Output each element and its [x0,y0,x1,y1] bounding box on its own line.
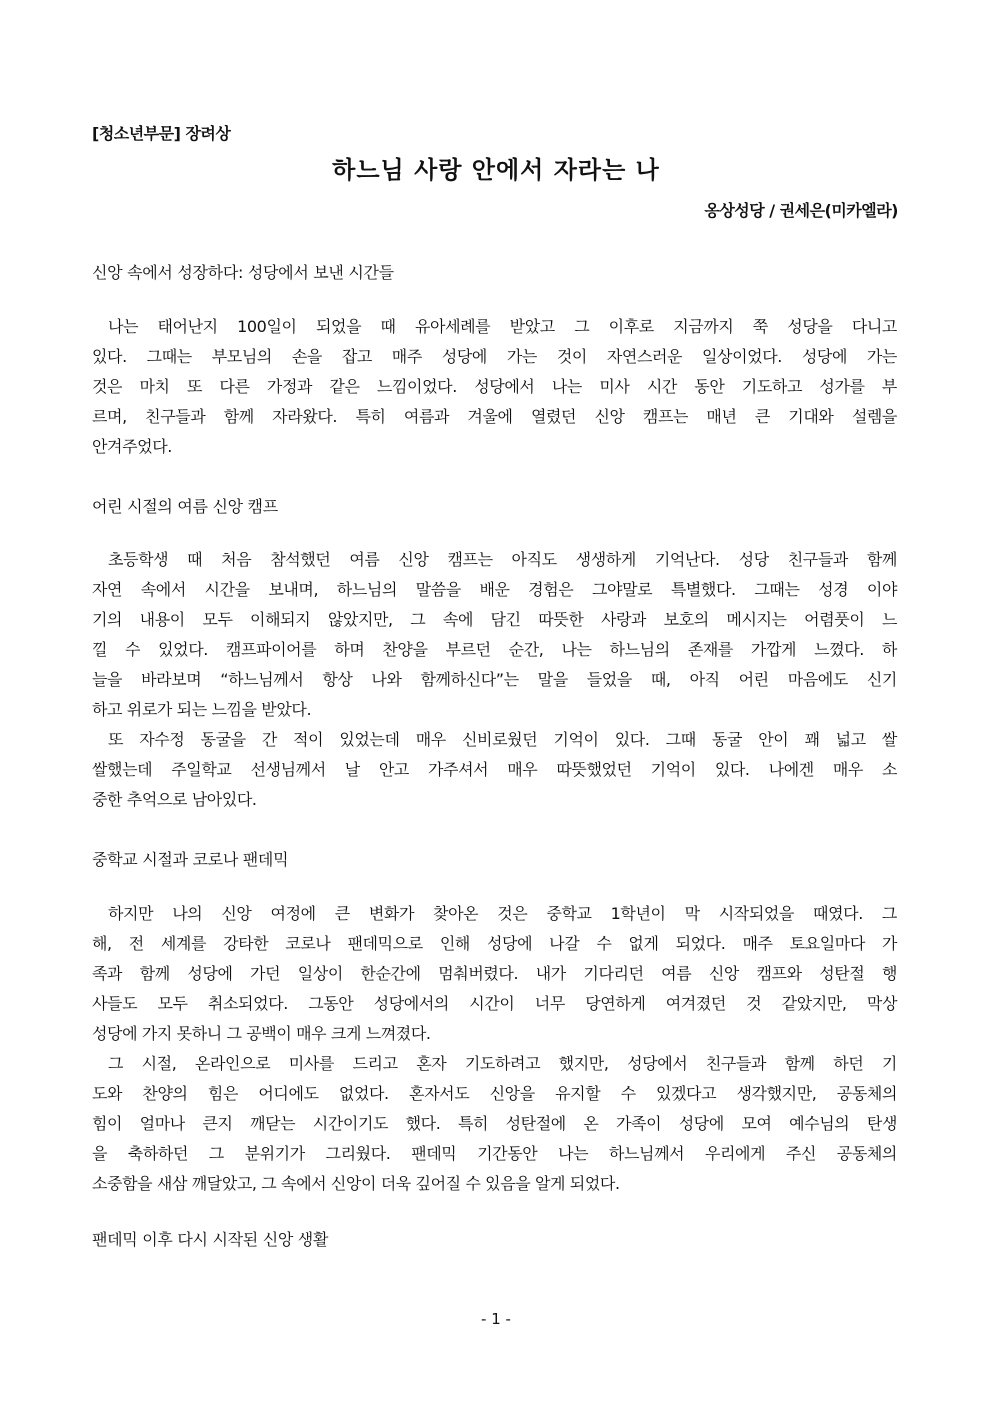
paragraph-line: 중한 추억으로 남아있다. [92,790,257,809]
paragraph-line: 나는 태어난지 100일이 되었을 때 유아세례를 받았고 그 이후로 지금까지 쭉 성당을 다니고 [108,317,897,336]
paragraph-line: 또 자수정 동굴을 간 적이 있었는데 매우 신비로웠던 기억이 있다. 그때 동굴 안이 꽤 넓고 쌀 [108,730,897,749]
paragraph-line: 늘을 바라보며 “하느님께서 항상 나와 함께하신다”는 말을 들었을 때, 아직 어린 마음에도 신기 [92,670,897,689]
paragraph-line: 르며, 친구들과 함께 자라왔다. 특히 여름과 겨울에 열렸던 신앙 캠프는 매년 큰 기대와 설렘을 [92,407,897,426]
author-byline: 옹상성당 / 권세은(미카엘라) [704,201,898,220]
paragraph-line: 초등학생 때 처음 참석했던 여름 신앙 캠프는 아직도 생생하게 기억난다. 성당 친구들과 함께 [108,550,897,569]
paragraph-line: 사들도 모두 취소되었다. 그동안 성당에서의 시간이 너무 당연하게 여겨졌던 것 같았지만, 막상 [92,994,897,1013]
page-number: - 1 - [481,1310,511,1328]
paragraph-line: 그 시절, 온라인으로 미사를 드리고 혼자 기도하려고 했지만, 성당에서 친구들과 함께 하던 기 [108,1054,897,1073]
paragraph-line: 기의 내용이 모두 이해되지 않았지만, 그 속에 담긴 따뜻한 사랑과 보호의 메시지는 어렴풋이 느 [92,610,897,629]
section-heading: 신앙 속에서 성장하다: 성당에서 보낸 시간들 [92,263,394,282]
paragraph-line: 것은 마치 또 다른 가정과 같은 느낌이었다. 성당에서 나는 미사 시간 동안 기도하고 성가를 부 [92,377,897,396]
section-heading: 중학교 시절과 코로나 팬데믹 [92,850,289,869]
paragraph-line: 있다. 그때는 부모님의 손을 잡고 매주 성당에 가는 것이 자연스러운 일상이었다. 성당에 가는 [92,347,897,366]
paragraph-line: 자연 속에서 시간을 보내며, 하느님의 말씀을 배운 경험은 그야말로 특별했다. 그때는 성경 이야 [92,580,897,599]
paragraph-line: 소중함을 새삼 깨달았고, 그 속에서 신앙이 더욱 깊어질 수 있음을 알게 되었다. [92,1174,620,1193]
paragraph-line: 힘이 얼마나 큰지 깨닫는 시간이기도 했다. 특히 성탄절에 온 가족이 성당에 모여 예수님의 탄생 [92,1114,897,1133]
paragraph-line: 낄 수 있었다. 캠프파이어를 하며 찬양을 부르던 순간, 나는 하느님의 존재를 가깝게 느꼈다. 하 [92,640,897,659]
paragraph-line: 쌀했는데 주일학교 선생님께서 날 안고 가주셔서 매우 따뜻했었던 기억이 있다. 나에겐 매우 소 [92,760,897,779]
paragraph-line: 안겨주었다. [92,437,172,456]
paragraph-line: 족과 함께 성당에 가던 일상이 한순간에 멈춰버렸다. 내가 기다리던 여름 신앙 캠프와 성탄절 행 [92,964,897,983]
paragraph-line: 도와 찬양의 힘은 어디에도 없었다. 혼자서도 신앙을 유지할 수 있겠다고 생각했지만, 공동체의 [92,1084,897,1103]
paragraph-line: 해, 전 세계를 강타한 코로나 팬데믹으로 인해 성당에 나갈 수 없게 되었다. 매주 토요일마다 가 [92,934,897,953]
award-label: [청소년부문] 장려상 [92,124,231,143]
section-heading: 어린 시절의 여름 신앙 캠프 [92,497,278,516]
paragraph-line: 하고 위로가 되는 느낌을 받았다. [92,700,312,719]
section-heading: 팬데믹 이후 다시 시작된 신앙 생활 [92,1230,329,1249]
paragraph-line: 을 축하하던 그 분위기가 그리웠다. 팬데믹 기간동안 나는 하느님께서 우리에게 주신 공동체의 [92,1144,897,1163]
paragraph-line: 하지만 나의 신앙 여정에 큰 변화가 찾아온 것은 중학교 1학년이 막 시작되었을 때였다. 그 [108,904,897,923]
paragraph-line: 성당에 가지 못하니 그 공백이 매우 크게 느껴졌다. [92,1024,431,1043]
document-title: 하느님 사랑 안에서 자라는 나 [332,156,660,184]
